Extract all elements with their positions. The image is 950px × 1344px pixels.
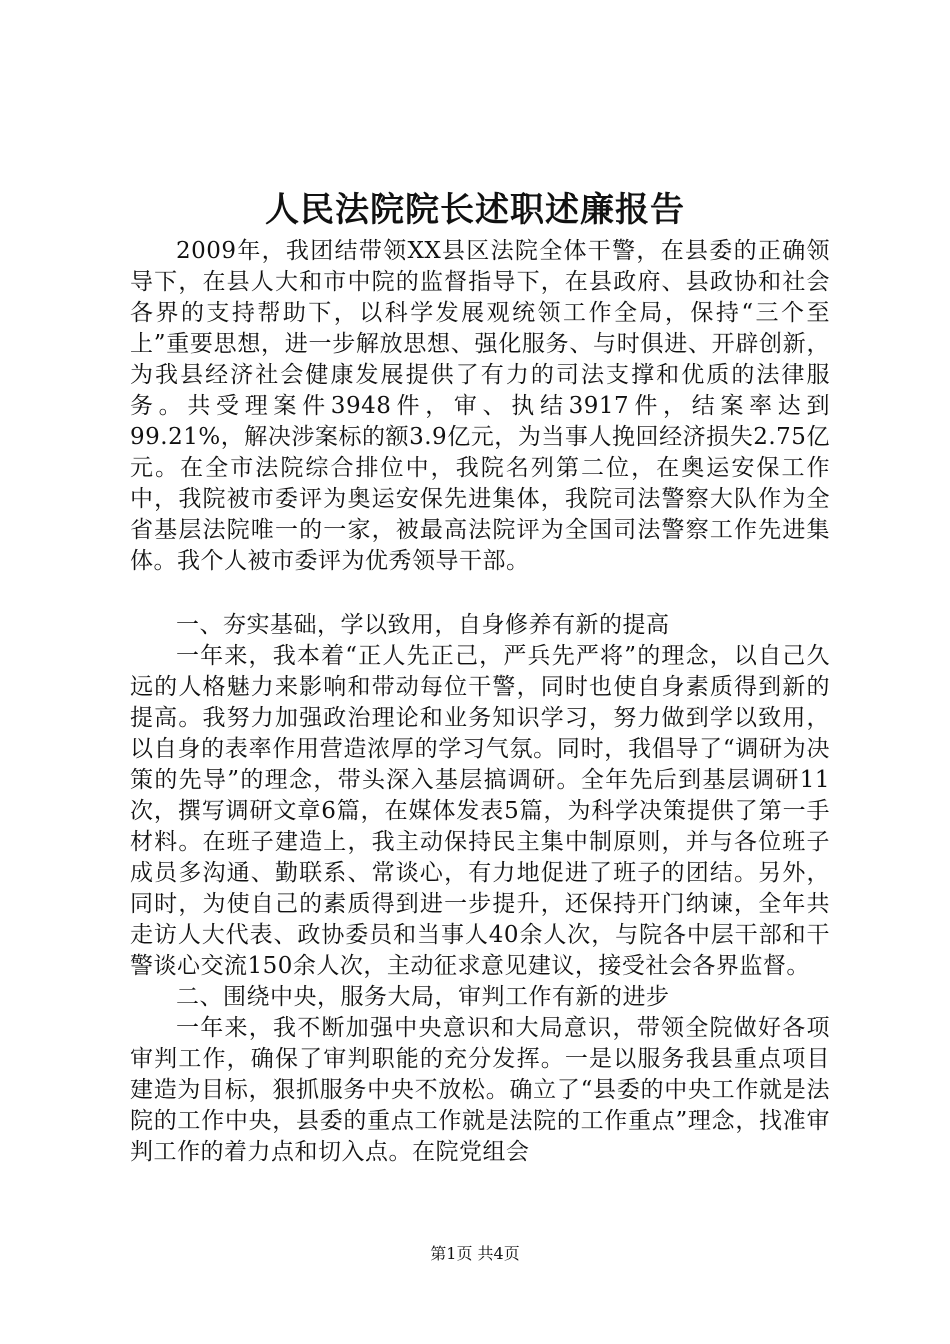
section-2-paragraph: 一年来，我不断加强中央意识和大局意识，带领全院做好各项审判工作，确保了审判职能的充分发挥。一是以服务我县重点项目建造为目标，狠抓服务中央不放松。确立了“县委的中央工作就是法院的工作中央，县委的重点工作就是法院的工作重点”理念，找准审判工作的着力点和切入点。在院党组会 [130,1015,830,1165]
document-body [130,236,830,1168]
intro-paragraph: 2009年，我团结带领XX县区法院全体干警，在县委的正确领导下，在县人大和市中院的监督指导下，在县政府、县政协和社会各界的支持帮助下，以科学发展观统领工作全局，保持“三个至上”重要思想，进一步解放思想、强化服务、与时俱进、开辟创新，为我县经济社会健康发展提供了有力的司法支撑和优质的法律服务。共受理案件3948件，审、执结3917件，结案率达到99.21%，解决涉案标的额3.9亿元，为当事人挽回经济损失2.75亿元。在全市法院综合排位中，我院名列第二位，在奥运安保工作中，我院被市委评为奥运安保先进集体，我院司法警察大队作为全省基层法院唯一的一家，被最高法院评为全国司法警察工作先进集体。我个人被市委评为优秀领导干部。 [130,238,830,574]
section-1-paragraph: 一年来，我本着“正人先正己，严兵先严将”的理念，以自己久远的人格魅力来影响和带动每位干警，同时也使自身素质得到新的提高。我努力加强政治理论和业务知识学习，努力做到学以致用，以自身的表率作用营造浓厚的学习气氛。同时，我倡导了“调研为决策的先导”的理念，带头深入基层搞调研。全年先后到基层调研11次，撰写调研文章6篇，在媒体发表5篇，为科学决策提供了第一手材料。在班子建造上，我主动保持民主集中制原则，并与各位班子成员多沟通、勤联系、常谈心，有力地促进了班子的团结。另外，同时，为使自己的素质得到进一步提升，还保持开门纳谏，全年共走访人大代表、政协委员和当事人40余人次，与院各中层干部和干警谈心交流150余人次，主动征求意见建议，接受社会各界监督。 [130,643,830,979]
section-heading-1: 一、夯实基础，学以致用，自身修养有新的提高 [176,612,670,638]
document-title: 人民法院院长述职述廉报告 [265,190,685,230]
page-footer: 第1页 共4页 [430,1244,520,1263]
section-heading-2: 二、围绕中央，服务大局，审判工作有新的进步 [176,984,670,1010]
paragraph-spacer [130,577,830,610]
